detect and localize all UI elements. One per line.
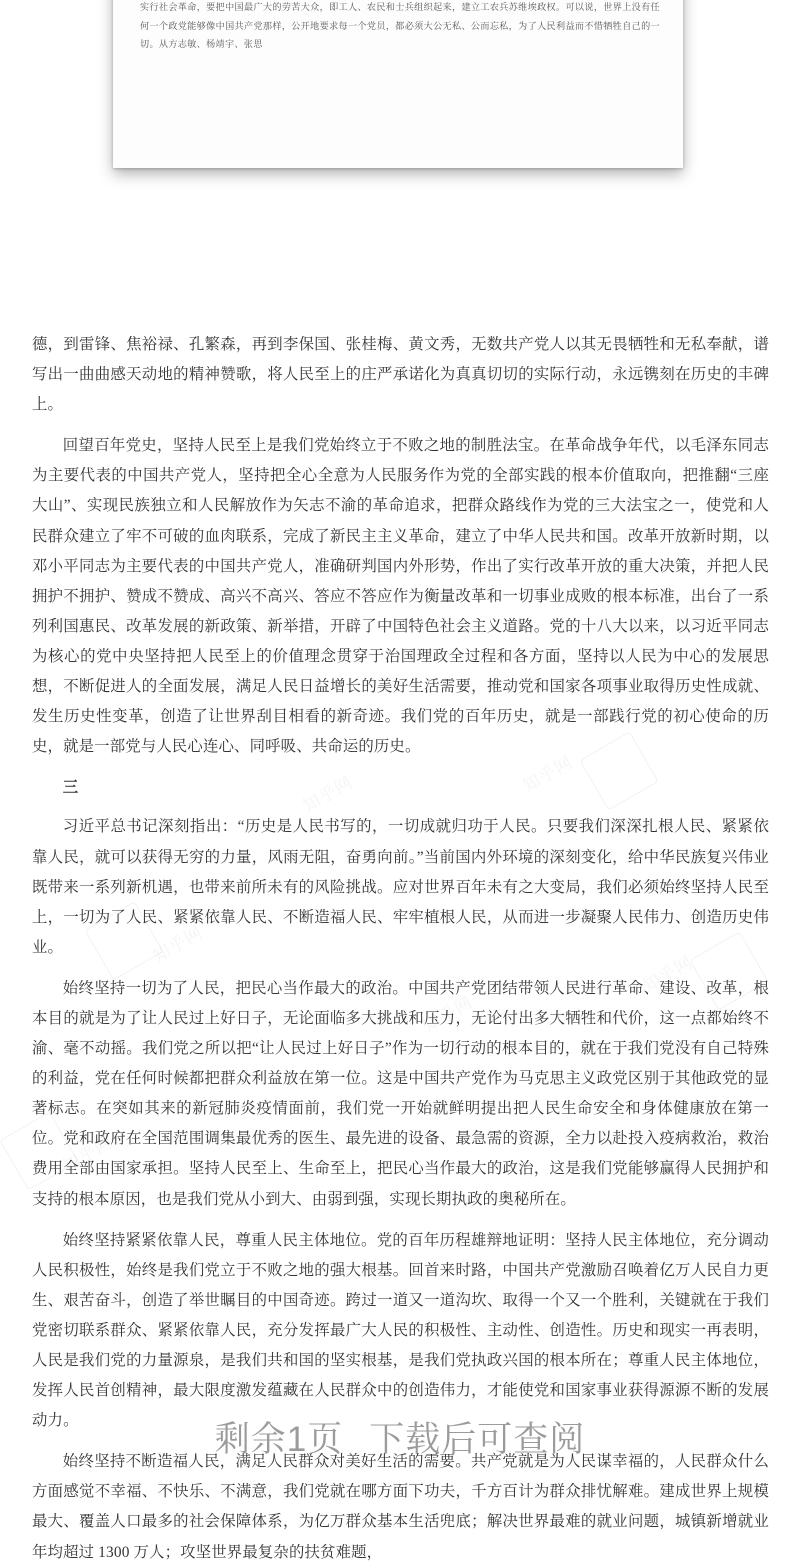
remaining-pages-label: 剩余1页 xyxy=(214,1420,344,1459)
paragraph-all-for-people: 始终坚持一切为了人民，把民心当作最大的政治。中国共产党团结带领人民进行革命、建设、改革，根本目的就是为了让人民过上好日子，无论面临多大挑战和压力，无论付出多大牺牲和代价，这一点都始终不渝、毫不动摇。我们党之所以把“让人民过上好日子”作为一切行动的根本目的，就在于我们党没有自己特殊的利益，党在任何时候都把群众利益放在第一位。这是中国共产党作为马克思主义政党区别于其他政党的显著标志。在突如其来的新冠肺炎疫情面前，我们党一开始就鲜明提出把人民生命安全和身体健康放在第一位。党和政府在全国范围调集最优秀的医生、最先进的设备、最急需的资源，全力以赴投入疫病救治，救治费用全部由国家承担。坚持人民至上、生命至上，把民心当作最大的政治，这是我们党能够赢得人民拥护和支持的根本原因，也是我们党从小到大、由弱到强，实现长期执政的奥秘所在。 xyxy=(32,979,769,1208)
paragraph-rely-on-people: 始终坚持紧紧依靠人民，尊重人民主体地位。党的百年历程雄辩地证明：坚持人民主体地位，充分调动人民积极性，始终是我们党立于不败之地的强大根基。回首来时路，中国共产党激励召唤着亿万人民自力更生、艰苦奋斗，创造了举世瞩目的中国奇迹。跨过一道又一道沟坎、取得一个又一个胜利，关键就在于我们党密切联系群众、紧紧依靠人民，充分发挥最广大人民的积极性、主动性、创造性。历史和现实一再表明，人民是我们党的力量源泉，是我们共和国的坚实根基，是我们党执政兴国的根本所在；尊重人民主体地位，发挥人民首创精神，最大限度激发蕴藏在人民群众中的创造伟力，才能使党和国家事业获得源源不断的发展动力。 xyxy=(32,1231,769,1430)
section-number-heading: 三 xyxy=(62,779,79,797)
paragraph-benefit-people: 始终坚持不断造福人民，满足人民群众对美好生活的需要。共产党就是为人民谋幸福的，人民群众什么方面感觉不幸福、不快乐、不满意，我们党就在哪方面下功夫，千方百计为群众排忧解难。建成世界上规模最大、覆盖人口最多的社会保障体系，为亿万群众基本生活兜底；解决世界最难的就业问题，城镇新增就业年均超过 1300 万人；攻坚世界最复杂的扶贫难题， xyxy=(32,1453,769,1561)
download-hint-label: 下载后可查阅 xyxy=(369,1420,586,1459)
partial-page-preview-text: 实行社会革命，要把中国最广大的劳苦大众，即工人、农民和士兵组织起来，建立工农兵苏维埃政权。可以说，世界上没有任何一个政党能够像中国共产党那样，公开地要求每一个党员，都必须大公无私、公而忘私，为了人民利益而不惜牺牲自己的一切。从方志敏、杨靖宇、张思 xyxy=(140,2,660,50)
partial-page-preview-card xyxy=(113,0,683,168)
document-body xyxy=(32,330,769,1568)
paragraph-xi-quote: 习近平总书记深刻指出：“历史是人民书写的，一切成就归功于人民。只要我们深深扎根人民、紧紧依靠人民，就可以获得无穷的力量，风雨无阻，奋勇向前。”当前国内外环境的深刻变化，给中华民族复兴伟业既带来一系列新机遇，也带来前所未有的风险挑战。应对世界百年未有之大变局，我们必须始终坚持人民至上，一切为了人民、紧紧依靠人民、不断造福人民、牢牢植根人民，从而进一步凝聚人民伟力、创造历史伟业。 xyxy=(32,818,769,956)
paragraph-party-history: 回望百年党史，坚持人民至上是我们党始终立于不败之地的制胜法宝。在革命战争年代，以毛泽东同志为主要代表的中国共产党人，坚持把全心全意为人民服务作为党的全部实践的根本价值取向，把推翻“三座大山”、实现民族独立和人民解放作为矢志不渝的革命追求，把群众路线作为党的三大法宝之一，使党和人民群众建立了牢不可破的血肉联系，完成了新民主主义革命，建立了中华人民共和国。改革开放新时期，以邓小平同志为主要代表的中国共产党人，准确研判国内外形势，作出了实行改革开放的重大决策，并把人民拥护不拥护、赞成不赞成、高兴不高兴、答应不答应作为衡量改革和一切事业成败的根本标准，出台了一系列利国惠民、改革发展的新政策、新举措，开辟了中国特色社会主义道路。党的十八大以来，以习近平同志为核心的党中央坚持把人民至上的价值理念贯穿于治国理政全过程和各方面，坚持以人民为中心的发展思想，不断促进人的全面发展，满足人民日益增长的美好生活需要，推动党和国家各项事业取得历史性成就、发生历史性变革，创造了让世界刮目相看的新奇迹。我们党的百年历史，就是一部践行党的初心使命的历史，就是一部党与人民心连心、同呼吸、共命运的历史。 xyxy=(32,437,769,756)
paragraph-continued: 德，到雷锋、焦裕禄、孔繁森，再到李保国、张桂梅、黄文秀，无数共产党人以其无畏牺牲和无私奉献，谱写出一曲曲感天动地的精神赞歌，将人民至上的庄严承诺化为真真切切的实际行动，永远镌刻在历史的丰碑上。 xyxy=(32,336,769,414)
page-footer xyxy=(0,1412,800,1462)
